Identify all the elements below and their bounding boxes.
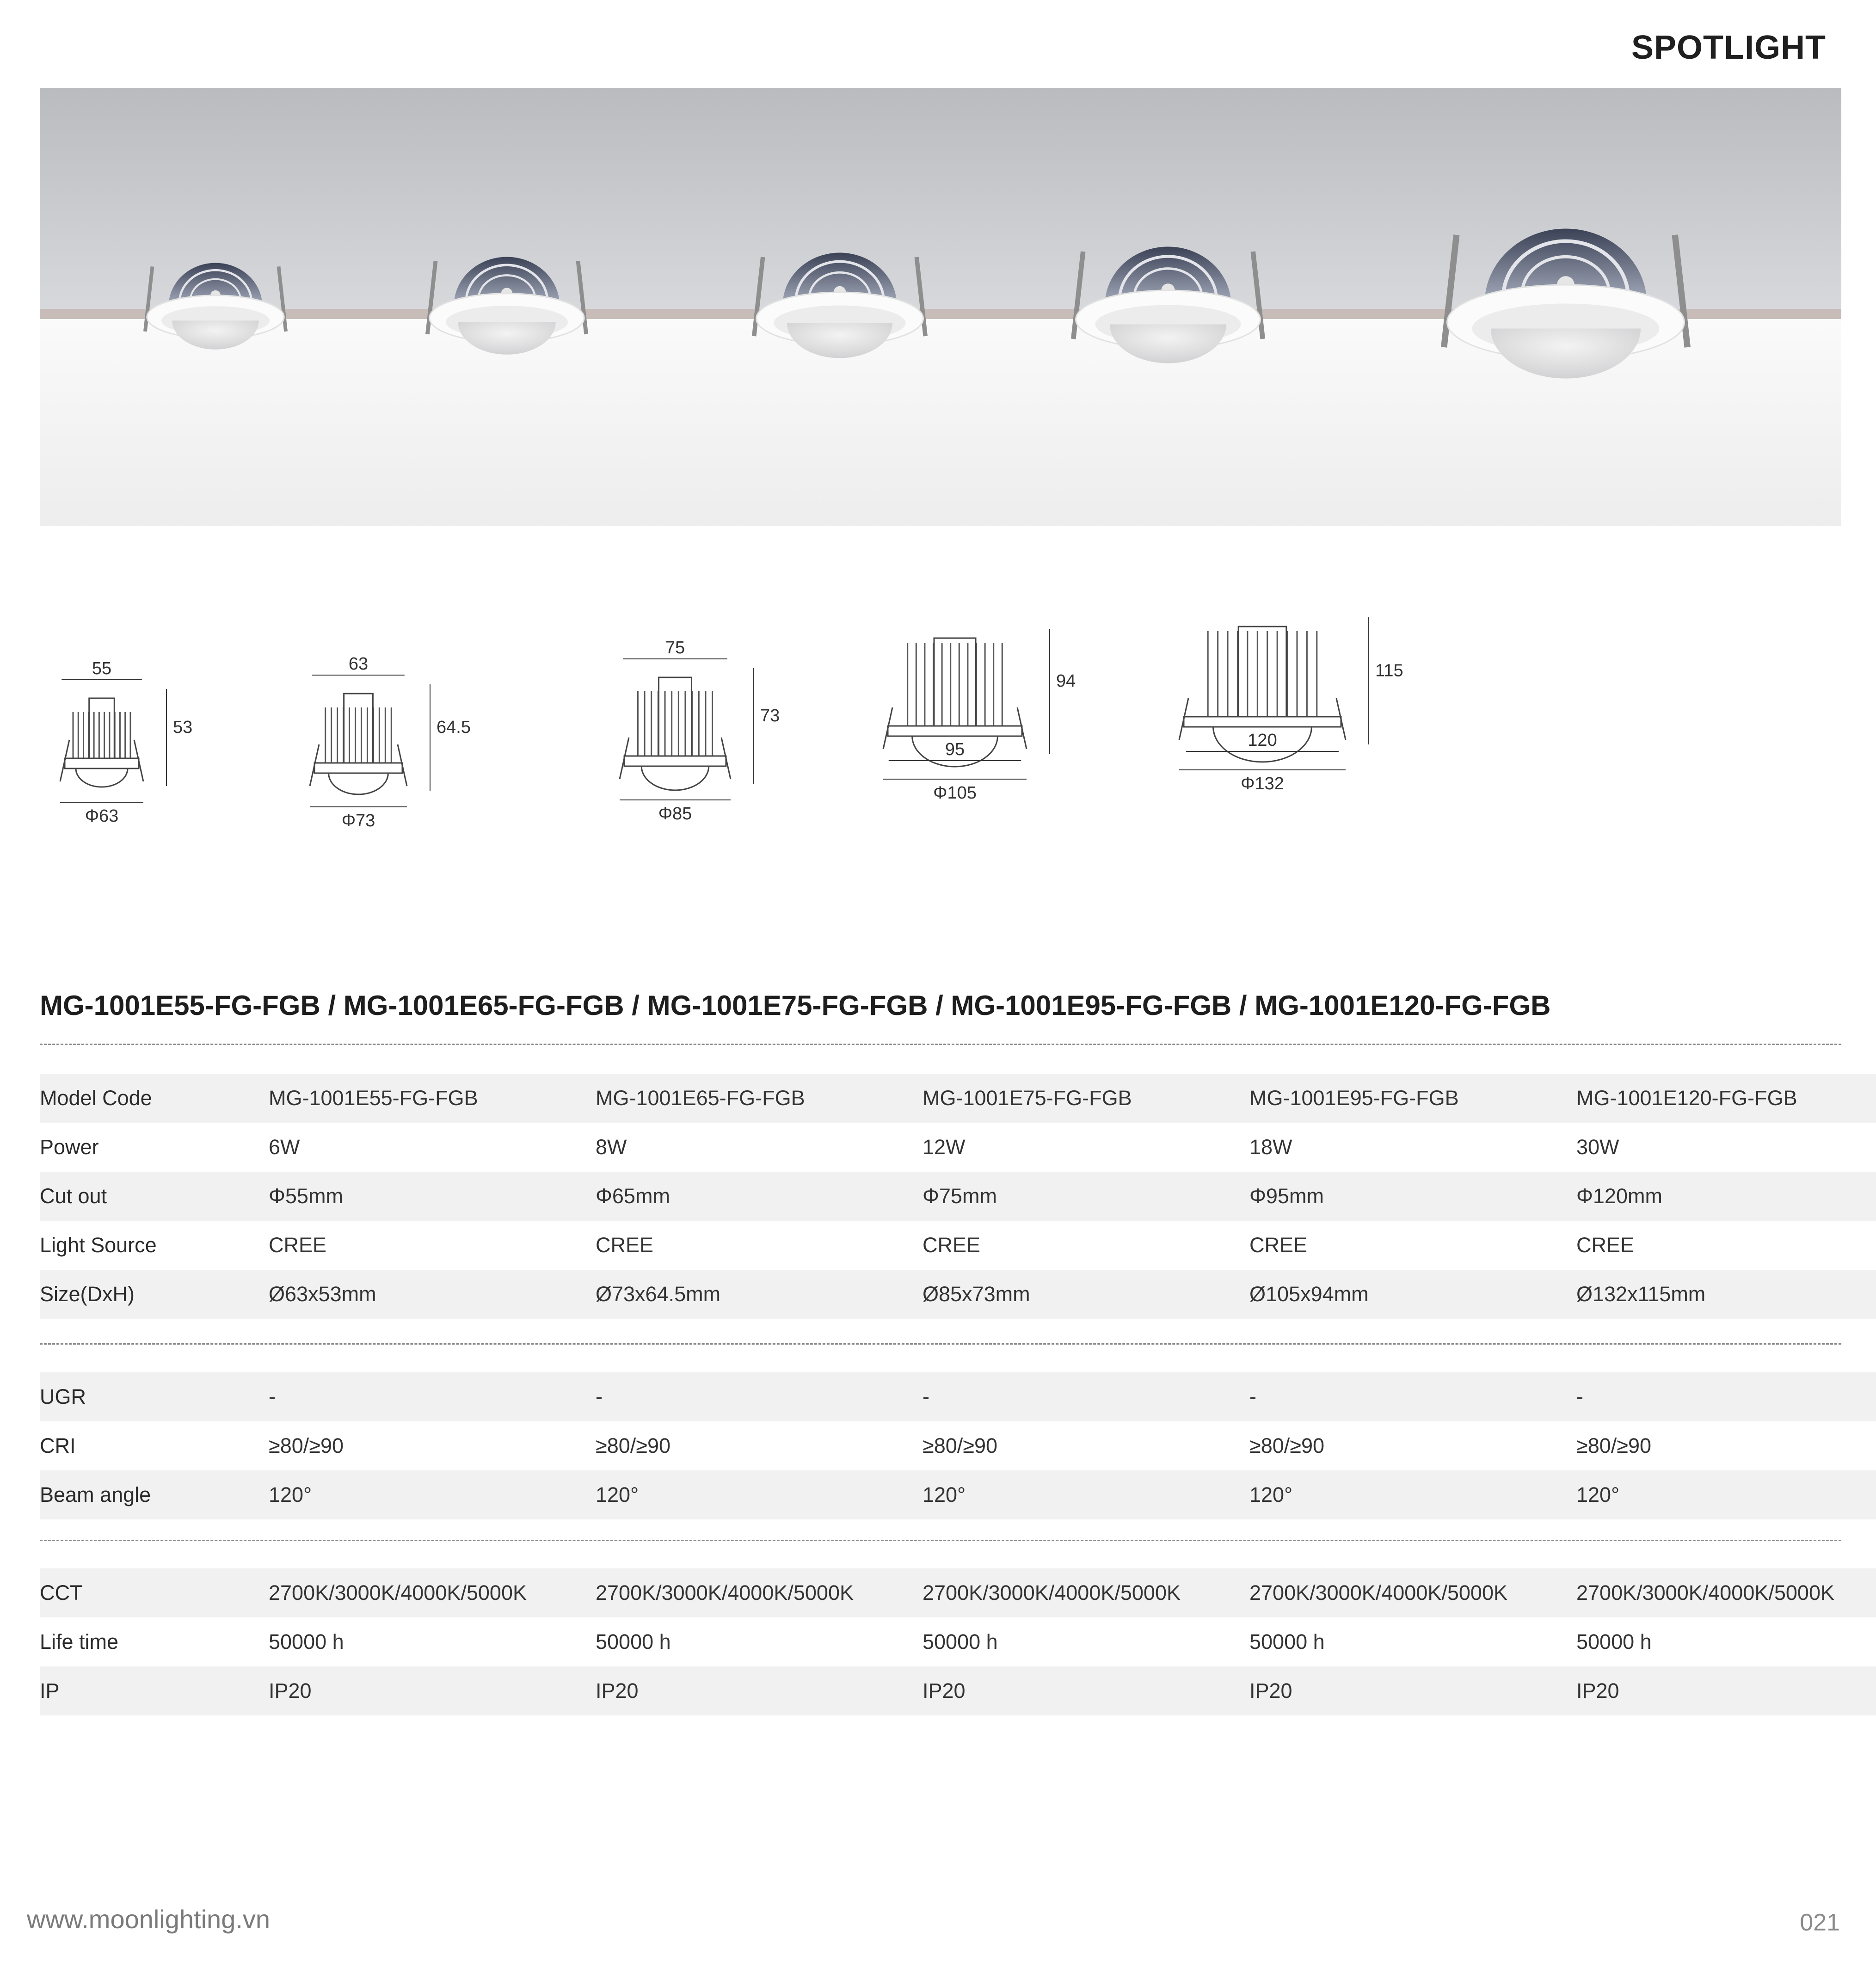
spec-row bbox=[40, 1270, 1876, 1319]
spec-value: 50000 h bbox=[923, 1630, 998, 1654]
spec-value: IP20 bbox=[1249, 1666, 1576, 1715]
spec-label: IP bbox=[40, 1666, 269, 1715]
spec-value: 120° bbox=[1249, 1470, 1576, 1519]
spec-value: 2700K/3000K/4000K/5000K bbox=[269, 1568, 596, 1617]
spec-value: - bbox=[1249, 1372, 1576, 1421]
dimension-diameter-label: Φ85 bbox=[658, 804, 692, 824]
dimension-diameter-label: Φ73 bbox=[341, 811, 375, 830]
spec-value: Ø73x64.5mm bbox=[596, 1270, 923, 1319]
spec-value: 120° bbox=[1576, 1470, 1876, 1519]
spec-row bbox=[40, 1470, 1876, 1519]
spec-value: 2700K/3000K/4000K/5000K bbox=[596, 1568, 923, 1617]
spec-group-table bbox=[40, 1074, 1876, 1319]
spec-value: MG-1001E95-FG-FGB bbox=[1249, 1074, 1576, 1123]
spec-value: IP20 bbox=[923, 1666, 1249, 1715]
dimension-width-label: 95 bbox=[945, 740, 965, 759]
spec-value: - bbox=[1576, 1372, 1876, 1421]
spec-row bbox=[40, 1074, 1876, 1123]
spec-value: MG-1001E65-FG-FGB bbox=[596, 1074, 923, 1123]
spec-label: Beam angle bbox=[40, 1470, 269, 1519]
spec-group-table bbox=[40, 1568, 1876, 1715]
spec-value: 50000 h bbox=[596, 1630, 671, 1654]
spec-value: CREE bbox=[1249, 1233, 1308, 1257]
spec-label: UGR bbox=[40, 1372, 269, 1421]
spec-value: - bbox=[923, 1372, 1249, 1421]
dimension-height-label: 73 bbox=[760, 706, 780, 725]
dimension-drawing bbox=[620, 638, 780, 824]
dashed-divider bbox=[40, 1343, 1841, 1345]
spec-group-table bbox=[40, 1372, 1876, 1519]
dimension-drawing bbox=[310, 654, 471, 830]
dimension-height-label: 115 bbox=[1375, 661, 1403, 681]
dimension-width-label: 120 bbox=[1248, 731, 1277, 750]
spec-label: Model Code bbox=[40, 1074, 269, 1123]
spec-label: CRI bbox=[40, 1434, 76, 1457]
spec-value: IP20 bbox=[596, 1666, 923, 1715]
dimension-drawing bbox=[883, 629, 1076, 803]
spec-value: MG-1001E55-FG-FGB bbox=[269, 1074, 596, 1123]
dimension-diameter-label: Φ63 bbox=[85, 806, 119, 826]
spec-label: CCT bbox=[40, 1568, 269, 1617]
dimension-height-label: 94 bbox=[1056, 671, 1076, 691]
spec-value: 50000 h bbox=[269, 1630, 344, 1654]
spec-value: ≥80/≥90 bbox=[596, 1434, 671, 1457]
spec-value: IP20 bbox=[1576, 1666, 1876, 1715]
spec-label: Life time bbox=[40, 1630, 119, 1654]
footer-url[interactable]: www.moonlighting.vn bbox=[27, 1905, 271, 1934]
dimension-height-label: 53 bbox=[173, 718, 193, 737]
dimension-drawings bbox=[28, 601, 1415, 842]
spec-row bbox=[40, 1172, 1876, 1221]
spec-value: CREE bbox=[269, 1233, 327, 1257]
spec-value: 12W bbox=[923, 1135, 966, 1159]
spec-value: CREE bbox=[1576, 1233, 1635, 1257]
dimension-width-label: 75 bbox=[665, 638, 685, 658]
dimension-width-label: 63 bbox=[348, 654, 369, 674]
spec-value: ≥80/≥90 bbox=[269, 1434, 344, 1457]
spec-value: 2700K/3000K/4000K/5000K bbox=[923, 1568, 1249, 1617]
dashed-divider bbox=[40, 1540, 1841, 1541]
page-title: SPOTLIGHT bbox=[1631, 29, 1826, 66]
dimension-diameter-label: Φ105 bbox=[933, 783, 977, 803]
spec-row bbox=[40, 1568, 1876, 1617]
spec-value: Φ65mm bbox=[596, 1172, 923, 1221]
spec-value: 30W bbox=[1576, 1135, 1619, 1159]
spec-row bbox=[40, 1221, 1876, 1270]
dimension-drawing bbox=[60, 659, 192, 826]
spec-value: ≥80/≥90 bbox=[1249, 1434, 1325, 1457]
dashed-divider bbox=[40, 1044, 1841, 1045]
dimension-width-label: 55 bbox=[92, 659, 112, 678]
spec-value: IP20 bbox=[269, 1666, 596, 1715]
spec-value: Ø63x53mm bbox=[269, 1270, 596, 1319]
dimension-drawing bbox=[1179, 617, 1403, 793]
spec-value: 120° bbox=[923, 1470, 1249, 1519]
spec-value: CREE bbox=[596, 1233, 654, 1257]
spec-value: 18W bbox=[1249, 1135, 1292, 1159]
spec-row bbox=[40, 1372, 1876, 1421]
spec-value: ≥80/≥90 bbox=[923, 1434, 998, 1457]
spec-value: MG-1001E120-FG-FGB bbox=[1576, 1074, 1876, 1123]
spec-value: 50000 h bbox=[1576, 1630, 1652, 1654]
dimension-diameter-label: Φ132 bbox=[1241, 774, 1284, 793]
spec-value: Φ75mm bbox=[923, 1172, 1249, 1221]
spec-row bbox=[40, 1617, 1876, 1666]
spec-value: Ø105x94mm bbox=[1249, 1270, 1576, 1319]
spec-value: MG-1001E75-FG-FGB bbox=[923, 1074, 1249, 1123]
spec-row bbox=[40, 1666, 1876, 1715]
spec-value: 50000 h bbox=[1249, 1630, 1325, 1654]
spec-value: 120° bbox=[596, 1470, 923, 1519]
dimension-height-label: 64.5 bbox=[437, 718, 471, 737]
spec-value: 2700K/3000K/4000K/5000K bbox=[1249, 1568, 1576, 1617]
spec-value: Φ55mm bbox=[269, 1172, 596, 1221]
page-number: 021 bbox=[1800, 1909, 1840, 1936]
spec-row bbox=[40, 1123, 1876, 1172]
spec-value: 120° bbox=[269, 1470, 596, 1519]
spec-value: Φ120mm bbox=[1576, 1172, 1876, 1221]
spec-value: Ø132x115mm bbox=[1576, 1270, 1876, 1319]
spec-value: 2700K/3000K/4000K/5000K bbox=[1576, 1568, 1876, 1617]
models-heading: MG-1001E55-FG-FGB / MG-1001E65-FG-FGB / MG-1001E75-FG-FGB / MG-1001E95-FG-FGB / MG-1001E120-FG-FGB bbox=[40, 990, 1551, 1021]
spec-value: ≥80/≥90 bbox=[1576, 1434, 1652, 1457]
spec-label: Power bbox=[40, 1135, 99, 1159]
spec-label: Size(DxH) bbox=[40, 1270, 269, 1319]
spec-value: Ø85x73mm bbox=[923, 1270, 1249, 1319]
spec-row bbox=[40, 1421, 1876, 1470]
spec-label: Light Source bbox=[40, 1233, 157, 1257]
hero-product-image bbox=[40, 88, 1841, 526]
spec-value: - bbox=[269, 1372, 596, 1421]
spec-value: 6W bbox=[269, 1135, 300, 1159]
spec-label: Cut out bbox=[40, 1172, 269, 1221]
spec-value: - bbox=[596, 1372, 923, 1421]
spec-value: 8W bbox=[596, 1135, 627, 1159]
spec-value: CREE bbox=[923, 1233, 981, 1257]
spec-value: Φ95mm bbox=[1249, 1172, 1576, 1221]
